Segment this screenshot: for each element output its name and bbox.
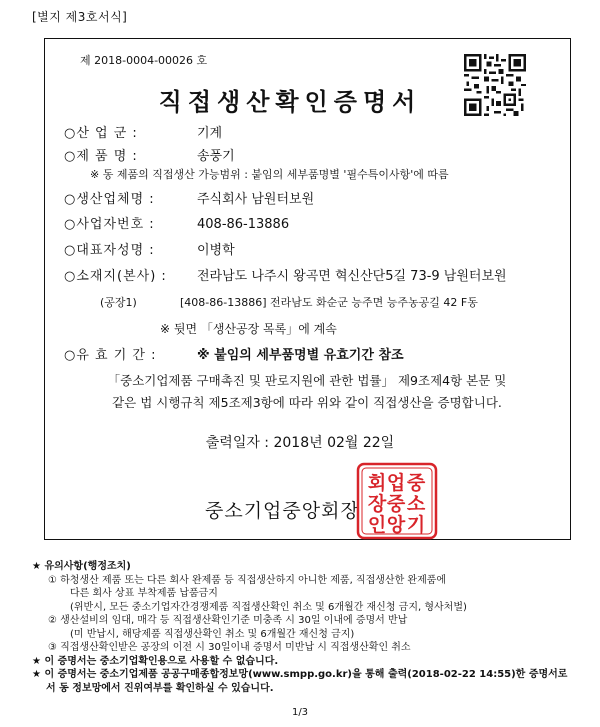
statement-line: 같은 법 시행규칙 제5조제3항에 따라 위와 같이 직접생산을 증명합니다. <box>112 395 502 410</box>
field-value: 기계 <box>197 126 223 141</box>
note-line: ① 하청생산 제품 또는 다른 회사 완제품 등 직접생산하지 아니한 제품, 직접생산한 완제품에 <box>48 574 447 586</box>
svg-text:인: 인 <box>367 514 387 536</box>
certification-statement <box>60 370 554 414</box>
svg-text:중: 중 <box>406 472 426 494</box>
issue-date: 출력일자 : 2018년 02월 22일 <box>205 435 395 451</box>
svg-text:소: 소 <box>406 493 426 515</box>
note-line: 다른 회사 상표 부착제품 납품금지 <box>70 588 218 599</box>
field-label: ○대표자성명 : <box>64 243 155 258</box>
svg-text:업: 업 <box>386 472 406 494</box>
statement-line: 「중소기업제품 구매촉진 및 판로지원에 관한 법률」 제9조제4항 본문 및 <box>107 373 507 388</box>
field-value: 전라남도 나주시 왕곡면 혁신산단5길 73-9 남원터보원 <box>197 269 507 284</box>
field-product <box>64 145 235 164</box>
field-industry <box>64 122 222 141</box>
notice-line: ★ 이 증명서는 중소기업제품 공공구매종합정보망(www.smpp.go.kr)을 통해 출력(2018-02-22 14:55)한 증명서로서 동 정보망에서 진위여부를 확인하실 수 있습니다. <box>32 669 568 694</box>
field-label: ○생산업체명 : <box>64 192 155 207</box>
document-title: 직접생산확인증명서 <box>158 87 422 116</box>
plant-value: [408-86-13886] 전라남도 화순군 능주면 능주농공길 42 F동 <box>180 296 478 309</box>
qr-code-icon <box>464 54 526 116</box>
scope-note: ※ 동 제품의 직접생산 가능범위 : 붙임의 세부품명별 '필수특이사항'에 따름 <box>90 168 449 181</box>
note-line: (위반시, 모든 중소기업자간경쟁제품 직접생산확인 취소 및 6개월간 재신청 금지, 형사처벌) <box>70 601 467 613</box>
notes-section <box>32 560 572 695</box>
form-tag: [별지 제3호서식] <box>32 10 128 24</box>
field-value: 주식회사 남원터보원 <box>197 192 315 207</box>
field-value: 408-86-13886 <box>197 217 290 232</box>
note-line: ③ 직접생산확인받은 공장의 이전 시 30일이내 증명서 미반납 시 직접생산확인 취소 <box>48 642 411 653</box>
field-business-number <box>64 213 289 232</box>
field-value: 송풍기 <box>197 149 235 164</box>
svg-text:장: 장 <box>367 493 387 515</box>
notes-heading: ★ 유의사항(행정조치) <box>32 561 131 572</box>
field-value: ※ 붙임의 세부품명별 유효기간 참조 <box>197 348 404 363</box>
issuer-name: 중소기업중앙회장 <box>205 500 360 522</box>
field-label: ○소재지(본사) : <box>64 269 167 284</box>
note-line: ② 생산설비의 임대, 매각 등 직접생산확인기준 미충족 시 30일 이내에 증명서 반납 <box>48 615 408 626</box>
document-number: 제 2018-0004-00026 호 <box>80 54 208 67</box>
page-number: 1/3 <box>291 707 309 718</box>
field-value: 이병학 <box>197 243 235 258</box>
official-seal-icon <box>356 462 438 540</box>
svg-text:중: 중 <box>386 493 406 515</box>
field-label: ○제 품 명 : <box>64 149 138 164</box>
field-label: ○유 효 기 간 : <box>64 348 157 363</box>
field-representative <box>64 239 235 258</box>
svg-text:기: 기 <box>406 514 426 536</box>
field-validity <box>64 344 404 363</box>
field-label: ○사업자번호 : <box>64 217 155 232</box>
note-line: (미 반납시, 해당제품 직접생산확인 취소 및 6개월간 재신청 금지) <box>70 628 355 640</box>
svg-text:앙: 앙 <box>386 514 406 536</box>
field-label: ○산 업 군 : <box>64 126 138 141</box>
plant-row <box>100 294 478 310</box>
notice-line: ★ 이 증명서는 중소기업확인용으로 사용할 수 없습니다. <box>32 655 279 667</box>
svg-text:회: 회 <box>367 472 387 494</box>
plant-list-note: ※ 뒷면 「생산공장 목록」에 계속 <box>160 322 337 336</box>
field-company <box>64 188 314 207</box>
field-head-office <box>64 265 507 284</box>
plant-label: (공장1) <box>100 296 137 309</box>
